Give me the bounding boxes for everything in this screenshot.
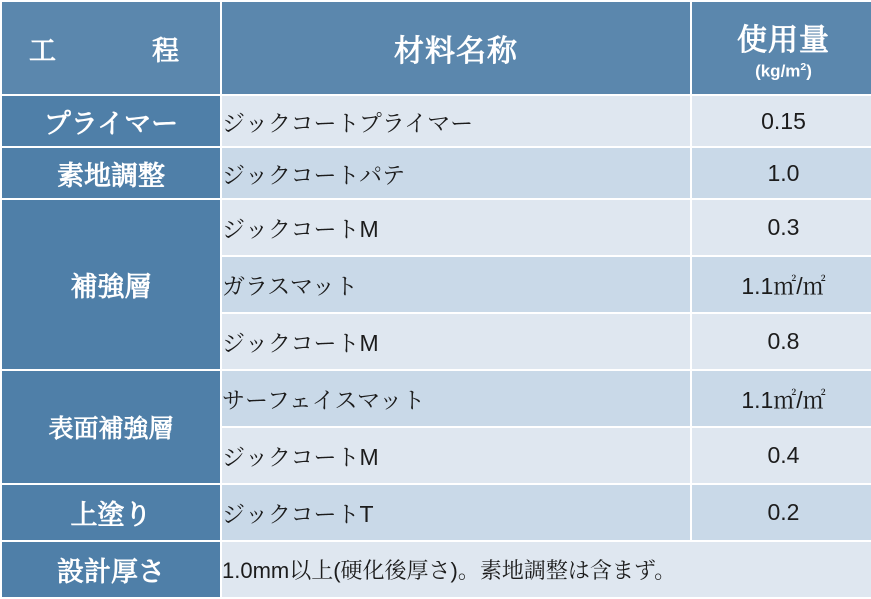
- material-amount: 0.8: [692, 314, 871, 369]
- table-row: [2, 200, 871, 255]
- process-surface-reinforcement-layer: 表面補強層: [2, 371, 220, 483]
- design-thickness-note: 1.0mm以上(硬化後厚さ)。素地調整は含まず。: [222, 542, 871, 597]
- material-name: ジックコートプライマー: [222, 96, 690, 146]
- header-amount-label: 使用量: [737, 23, 830, 57]
- material-name: ジックコートパテ: [222, 148, 690, 198]
- table-row: [2, 96, 871, 146]
- material-name: ガラスマット: [222, 257, 690, 312]
- table-row: [2, 485, 871, 540]
- material-name: ジックコートM: [222, 200, 690, 255]
- header-material: [222, 2, 690, 94]
- material-amount: 1.1㎡/㎡: [692, 371, 871, 426]
- header-amount: [692, 2, 871, 94]
- material-name: サーフェイスマット: [222, 371, 690, 426]
- table-row: [2, 371, 871, 426]
- material-name: ジックコートM: [222, 428, 690, 483]
- material-amount: 1.1㎡/㎡: [692, 257, 871, 312]
- table-header-row: [2, 2, 871, 94]
- material-amount: 0.2: [692, 485, 871, 540]
- header-material-label: 材料名称: [394, 35, 518, 68]
- material-amount: 1.0: [692, 148, 871, 198]
- header-process: [2, 2, 220, 94]
- material-amount: 0.3: [692, 200, 871, 255]
- material-name: ジックコートM: [222, 314, 690, 369]
- process-primer: プライマー: [2, 96, 220, 146]
- process-reinforcement-layer: 補強層: [2, 200, 220, 369]
- table-footer-row: [2, 542, 871, 597]
- process-design-thickness: 設計厚さ: [2, 542, 220, 597]
- table-row: [2, 148, 871, 198]
- header-process-label: 工 程: [29, 35, 193, 66]
- header-amount-unit: $(kg/m^2)$: [755, 60, 812, 81]
- material-amount: 0.15: [692, 96, 871, 146]
- material-amount: 0.4: [692, 428, 871, 483]
- process-substrate-prep: 素地調整: [2, 148, 220, 198]
- material-name: ジックコートT: [222, 485, 690, 540]
- process-topcoat: 上塗り: [2, 485, 220, 540]
